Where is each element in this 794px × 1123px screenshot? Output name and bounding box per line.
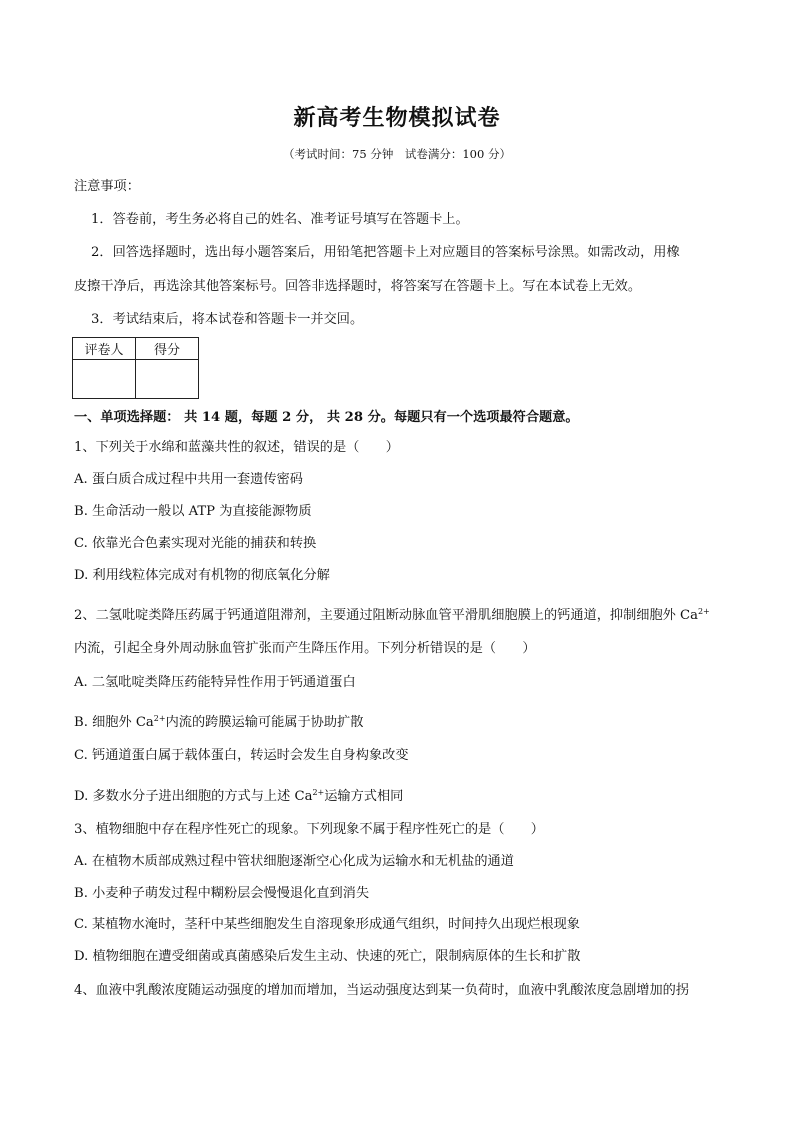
ion-charge: 2+ [697, 607, 710, 616]
question-1-option-d: D. 利用线粒体完成对有机物的彻底氧化分解 [74, 568, 330, 583]
notice-item-2-line-2: 皮擦干净后，再选涂其他答案标号。回答非选择题时，将答案写在答题卡上。写在本试卷上无效。 [74, 279, 642, 294]
page-title: 新高考生物模拟试卷 [293, 106, 501, 131]
question-2-option-b: B. 细胞外 $Ca^{2+}$内流的跨膜运输可能属于协助扩散 [74, 714, 364, 730]
question-2-stem-line-1: 2、二氢吡啶类降压药属于钙通道阻滞剂，主要通过阻断动脉血管平滑肌细胞膜上的钙通道，抑制细胞外 $Ca^{2+}$ [74, 607, 710, 623]
question-1-option-b: B. 生命活动一般以 ATP 为直接能源物质 [74, 504, 312, 519]
grader-cell[interactable] [73, 360, 136, 399]
question-3-option-a: A. 在植物木质部成熟过程中管状细胞逐渐空心化成为运输水和无机盐的通道 [74, 854, 514, 869]
question-1-stem: 1、下列关于水绵和蓝藻共性的叙述，错误的是（ ） [74, 440, 399, 455]
score-header: 得分 [136, 338, 199, 360]
question-4-stem-line-1: 4、血液中乳酸浓度随运动强度的增加而增加，当运动强度达到某一负荷时，血液中乳酸浓度急剧增加的拐 [74, 983, 690, 998]
notice-item-3: 3．考试结束后，将本试卷和答题卡一并交回。 [91, 312, 364, 327]
question-1-option-c: C. 依靠光合色素实现对光能的捕获和转换 [74, 536, 317, 551]
question-3-option-c: C. 某植物水淹时，茎秆中某些细胞发生自溶现象形成通气组织，时间持久出现烂根现象 [74, 917, 580, 932]
exam-info: （考试时间：75 分钟 试卷满分：100 分） [283, 147, 511, 161]
question-2-option-a: A. 二氢吡啶类降压药能特异性作用于钙通道蛋白 [74, 675, 356, 690]
ion-charge: 2+ [153, 714, 166, 723]
ion-charge: 2+ [312, 788, 325, 797]
question-1-option-a: A. 蛋白质合成过程中共用一套遗传密码 [74, 472, 303, 487]
notice-item-1: 1．答卷前，考生务必将自己的姓名、准考证号填写在答题卡上。 [91, 212, 469, 227]
question-2-option-d: D. 多数水分子进出细胞的方式与上述 $Ca^{2+}$运输方式相同 [74, 788, 404, 804]
score-table [72, 337, 199, 399]
notice-item-2-line-1: 2．回答选择题时，选出每小题答案后，用铅笔把答题卡上对应题目的答案标号涂黑。如需改动，用橡 [91, 245, 680, 260]
question-3-option-b: B. 小麦种子萌发过程中糊粉层会慢慢退化直到消失 [74, 886, 370, 901]
section-heading: 一、单项选择题： 共 14 题，每题 2 分， 共 28 分。每题只有一个选项最符合题意。 [74, 410, 579, 425]
question-2-option-c: C. 钙通道蛋白属于载体蛋白，转运时会发生自身构象改变 [74, 748, 409, 763]
notice-heading: 注意事项： [74, 179, 140, 194]
question-3-option-d: D. 植物细胞在遭受细菌或真菌感染后发生主动、快速的死亡，限制病原体的生长和扩散 [74, 949, 581, 964]
grader-header: 评卷人 [73, 338, 136, 360]
score-cell[interactable] [136, 360, 199, 399]
question-2-stem-line-2: 内流，引起全身外周动脉血管扩张而产生降压作用。下列分析错误的是（ ） [74, 641, 536, 656]
question-3-stem: 3、植物细胞中存在程序性死亡的现象。下列现象不属于程序性死亡的是（ ） [74, 822, 544, 837]
